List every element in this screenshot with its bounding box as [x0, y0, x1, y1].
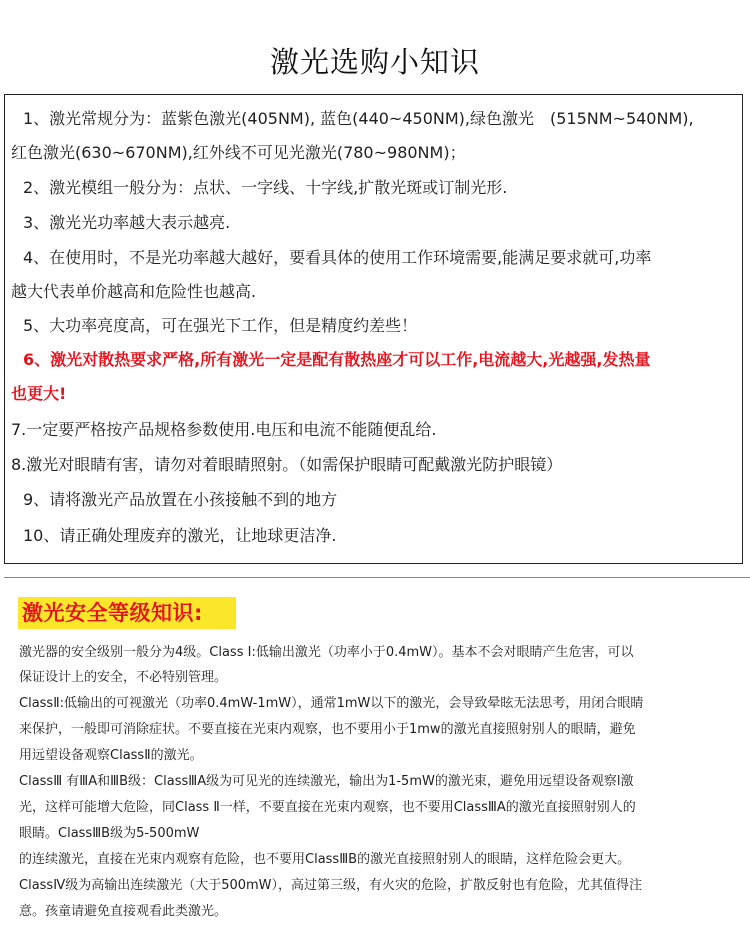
tip-line: 3、激光光功率越大表示越亮. [23, 213, 231, 232]
safety-heading: 激光安全等级知识: [22, 601, 203, 625]
safety-line: 用远望设备观察ClassⅡ的激光。 [19, 748, 203, 763]
tip-line: 5、大功率亮度高，可在强光下工作，但是精度约差些！ [23, 316, 418, 335]
safety-line: 来保护，一般即可消除症状。不要直接在光束内观察，也不要用小于1mw的激光直接照射别人的眼睛，避免 [19, 722, 636, 737]
tip-line: 10、请正确处理废弃的激光，让地球更洁净. [23, 526, 337, 545]
safety-line: ClassⅡ:低输出的可视激光（功率0.4mW-1mW），通常1mW以下的激光，会导致晕眩无法思考，用闭合眼睛 [19, 696, 644, 711]
safety-line: ClassⅣ级为高输出连续激光（大于500mW），高过第三级，有火灾的危险，扩散反射也有危险，尤其值得注 [19, 878, 643, 893]
tip-line: 红色激光(630~670NM),红外线不可见光激光(780~980NM)； [11, 143, 466, 162]
tip-line-highlight: 6、激光对散热要求严格,所有激光一定是配有散热座才可以工作,电流越大,光越强,发热量 [23, 350, 651, 369]
safety-line: 的连续激光，直接在光束内观察有危险，也不要用ClassⅢB的激光直接照射别人的眼睛，这样危险会更大。 [19, 852, 631, 867]
tip-line: 9、请将激光产品放置在小孩接触不到的地方 [23, 490, 338, 509]
page-title: 激光选购小知识 [269, 45, 480, 79]
safety-line: 光，这样可能增大危险，同Class Ⅱ一样，不要直接在光束内观察，也不要用ClassⅢA的激光直接照射别人的 [19, 800, 636, 815]
tip-line: 1、激光常规分为：蓝紫色激光(405NM), 蓝色(440~450NM),绿色激光 (515NM~540NM), [23, 109, 694, 128]
safety-line: 眼睛。ClassⅢB级为5-500mW [19, 826, 200, 841]
safety-line: 保证设计上的安全，不必特别管理。 [19, 670, 228, 685]
tip-line: 4、在使用时，不是光功率越大越好，要看具体的使用工作环境需要,能满足要求就可,功率 [23, 248, 652, 267]
tips-box [4, 94, 743, 564]
safety-line: 激光器的安全级别一般分为4级。Class Ⅰ:低输出激光（功率小于0.4mW）。基本不会对眼睛产生危害，可以 [19, 645, 634, 660]
tip-line: 2、激光模组一般分为：点状、一字线、十字线,扩散光斑或订制光形. [23, 178, 508, 197]
safety-section [4, 577, 750, 933]
tip-line: 7.一定要严格按产品规格参数使用.电压和电流不能随便乱给. [11, 420, 437, 439]
tip-line: 8.激光对眼睛有害，请勿对着眼睛照射。（如需保护眼睛可配戴激光防护眼镜） [11, 455, 563, 474]
tip-line-highlight: 也更大! [11, 384, 67, 403]
safety-line: 意。孩童请避免直接观看此类激光。 [19, 904, 228, 919]
tip-line: 越大代表单价越高和危险性也越高. [11, 282, 257, 301]
safety-line: ClassⅢ 有ⅢA和ⅢB级：ClassⅢA级为可见光的连续激光，输出为1-5mW的激光束，避免用远望设备观察l激 [19, 774, 634, 789]
